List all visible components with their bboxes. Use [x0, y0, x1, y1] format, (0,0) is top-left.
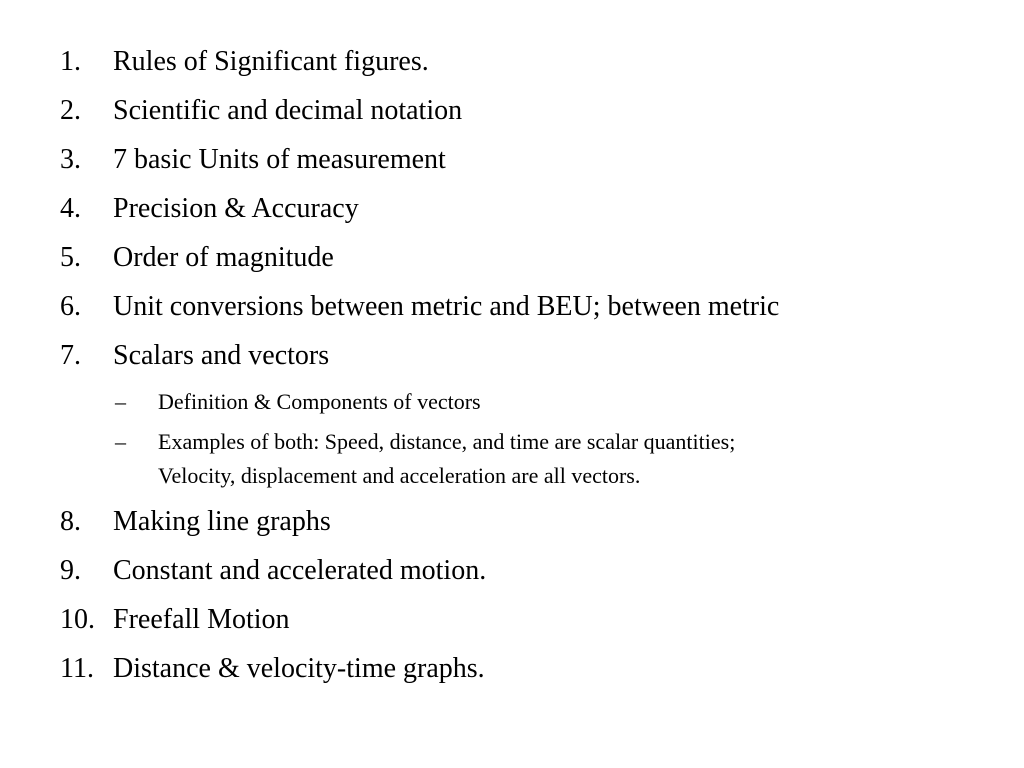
list-number: 8.	[60, 506, 81, 537]
sub-item-text: Examples of both: Speed, distance, and time are scalar quantities;	[158, 429, 736, 454]
sub-item-text: Velocity, displacement and acceleration are all vectors.	[158, 463, 641, 488]
list-number: 11.	[60, 653, 94, 684]
list-text: Unit conversions between metric and BEU; between metric	[113, 291, 780, 322]
list-number: 7.	[60, 340, 81, 371]
list-text: Scientific and decimal notation	[113, 95, 463, 126]
list-text: Scalars and vectors	[113, 340, 330, 371]
sub-item-dash: –	[115, 389, 126, 414]
sub-item-text: Definition & Components of vectors	[158, 389, 481, 414]
list-text: 7 basic Units of measurement	[113, 144, 446, 175]
list-text: Order of magnitude	[113, 242, 334, 273]
list-number: 5.	[60, 242, 81, 273]
list-text: Constant and accelerated motion.	[113, 555, 487, 586]
list-text: Freefall Motion	[113, 604, 290, 635]
list-number: 4.	[60, 193, 81, 224]
list-number: 1.	[60, 46, 81, 77]
list-text: Distance & velocity-time graphs.	[113, 653, 485, 684]
list-number: 10.	[60, 604, 95, 635]
list-text: Making line graphs	[113, 506, 331, 537]
list-number: 3.	[60, 144, 81, 175]
list-number: 2.	[60, 95, 81, 126]
list-number: 6.	[60, 291, 81, 322]
list-text: Precision & Accuracy	[113, 193, 359, 224]
sub-item-dash: –	[115, 429, 126, 454]
list-number: 9.	[60, 555, 81, 586]
list-text: Rules of Significant figures.	[113, 46, 429, 77]
